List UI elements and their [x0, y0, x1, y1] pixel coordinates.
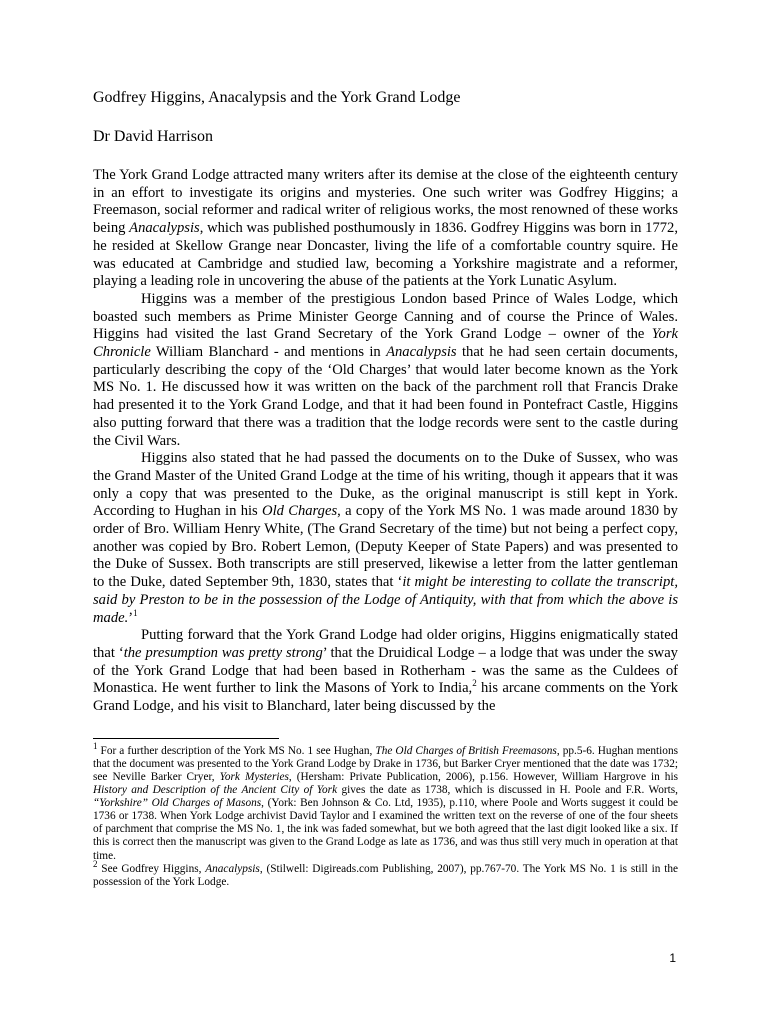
paragraph: [93, 627, 678, 716]
text-run: ’: [128, 609, 134, 626]
text-run: For a further description of the York MS No. 1 see Hughan,: [97, 744, 376, 757]
italic-text: Old Charges: [262, 503, 338, 520]
italic-text: the presumption was pretty strong: [123, 644, 323, 661]
text-run: ’ that the Druidical Lodge – a lodge that was under the sway of the York Grand Lodge that had been based in Rotherham - was the same as the Culdees of Monastica. He went further to link the Masons of York to India,: [93, 644, 678, 697]
text-run: William Blanchard - and mentions in: [150, 344, 387, 361]
text-run: See Godfrey Higgins,: [97, 862, 206, 875]
text-run: The York Grand Lodge attracted many writers after its demise at the close of the eighteenth century in an effort to investigate its origins and mysteries. One such writer was Godfrey Higgins; a Freemason, social reformer and radical writer of religious works, the most renowned of these works being: [93, 167, 678, 237]
text-run: , a copy of the York MS No. 1 was made around 1830 by order of Bro. William Henry White, (The Grand Secretary of the time) but not being a perfect copy, another was copied by Bro. Robert Lemon, (Deputy Keeper of State Papers) and was presented to the Duke of Sussex. Both transcripts are still preserved, likewise a letter from the latter gentleman to the Duke, dated September 9th, 1830, states that ‘: [93, 503, 678, 591]
text-run: Higgins also stated that he had passed the documents on to the Duke of Sussex, who was the Grand Master of the United Grand Lodge at the time of his writing, though it appears that it was only a copy that was presented to the Duke, as the original manuscript is still kept in York. According to Hughan in his: [93, 450, 678, 520]
text-run: that he had seen certain documents, particularly describing the copy of the ‘Old Charges’ that would later become known as the York MS No. 1. He discussed how it was written on the back of the parchment roll that Francis Drake had presented it to the York Grand Lodge, and that it had been found in Pontefract Castle, Higgins also putting forward that there was a tradition that the lodge records were sent to the castle during the Civil Wars.: [93, 344, 678, 449]
italic-text: York Chronicle: [93, 326, 678, 361]
footnote-divider: [93, 738, 279, 739]
paragraph: [93, 291, 678, 450]
footnotes: [93, 741, 679, 889]
footnote: [93, 858, 678, 889]
text-run: , (York: Ben Johnson & Co. Ltd, 1935), p.110, where Poole and Worts suggest it could be 1736 or 1738. When York Lodge archivist David Taylor and I examined the written text on the reverse of one of the four sheets of parchment that comprise the MS No. 1, the ink was faded somewhat, but we both agreed that the last digit looked like a six. If this is correct then the manuscript was given to the Grand Lodge as late as 1736, and was thus still very much in operation at that time.: [93, 797, 679, 862]
footnote-marker: 2: [93, 858, 98, 869]
footnote-marker: 1: [133, 607, 138, 618]
italic-text: History and Description of the Ancient City of York: [93, 784, 338, 797]
italic-text: Anacalypsis: [129, 220, 200, 237]
footnote: [93, 741, 679, 863]
body-text: [93, 167, 678, 716]
footnote-marker: 1: [93, 741, 98, 752]
text-run: gives the date as 1738, which is discussed in H. Poole and F.R. Worts,: [337, 784, 678, 797]
text-run: , (Hersham: Private Publication, 2006), p.156. However, William Hargrove in his: [288, 770, 678, 783]
italic-text: “Yorkshire” Old Charges of Masons: [93, 797, 262, 810]
author-name: Dr David Harrison: [93, 128, 213, 145]
italic-text: York Mysteries: [219, 770, 289, 783]
text-run: , which was published posthumously in 1836. Godfrey Higgins was born in 1772, he resided at Skellow Grange near Doncaster, living the life of a comfortable country squire. He was educated at Cambridge and studied law, becoming a Yorkshire magistrate and a reformer, playing a leading role in uncovering the abuse of the patients at the York Lunatic Asylum.: [93, 220, 678, 290]
footnote-marker: 2: [472, 678, 477, 689]
italic-text: Anacalypsis: [205, 862, 260, 875]
italic-text: Anacalypsis: [386, 344, 457, 361]
paragraph: [93, 450, 678, 627]
text-run: Putting forward that the York Grand Lodge had older origins, Higgins enigmatically stated that ‘: [93, 627, 678, 661]
page-number: 1: [669, 951, 676, 965]
italic-text: it might be interesting to collate the transcript, said by Preston to be in the possession of the Lodge of Antiquity, with that from which the above is made.: [93, 574, 678, 626]
text-run: , (Stilwell: Digireads.com Publishing, 2007), pp.767-70. The York MS No. 1 is still in the possession of the York Lodge.: [93, 862, 678, 888]
text-run: Higgins was a member of the prestigious London based Prince of Wales Lodge, which boasted such members as Prime Minister George Canning and of course the Prince of Wales. Higgins had visited the last Grand Secretary of the York Grand Lodge – owner of the: [93, 290, 678, 343]
text-run: his arcane comments on the York Grand Lodge, and his visit to Blanchard, later being discussed by the: [93, 680, 678, 715]
document-title: Godfrey Higgins, Anacalypsis and the York Grand Lodge: [93, 89, 461, 106]
paragraph: [93, 167, 678, 291]
italic-text: The Old Charges of British Freemasons: [375, 744, 557, 757]
text-run: , pp.5-6. Hughan mentions that the document was presented to the York Grand Lodge by Drake in 1736, but Barker Cryer mentioned that the date was 1732; see Neville Barker Cryer,: [93, 744, 679, 783]
